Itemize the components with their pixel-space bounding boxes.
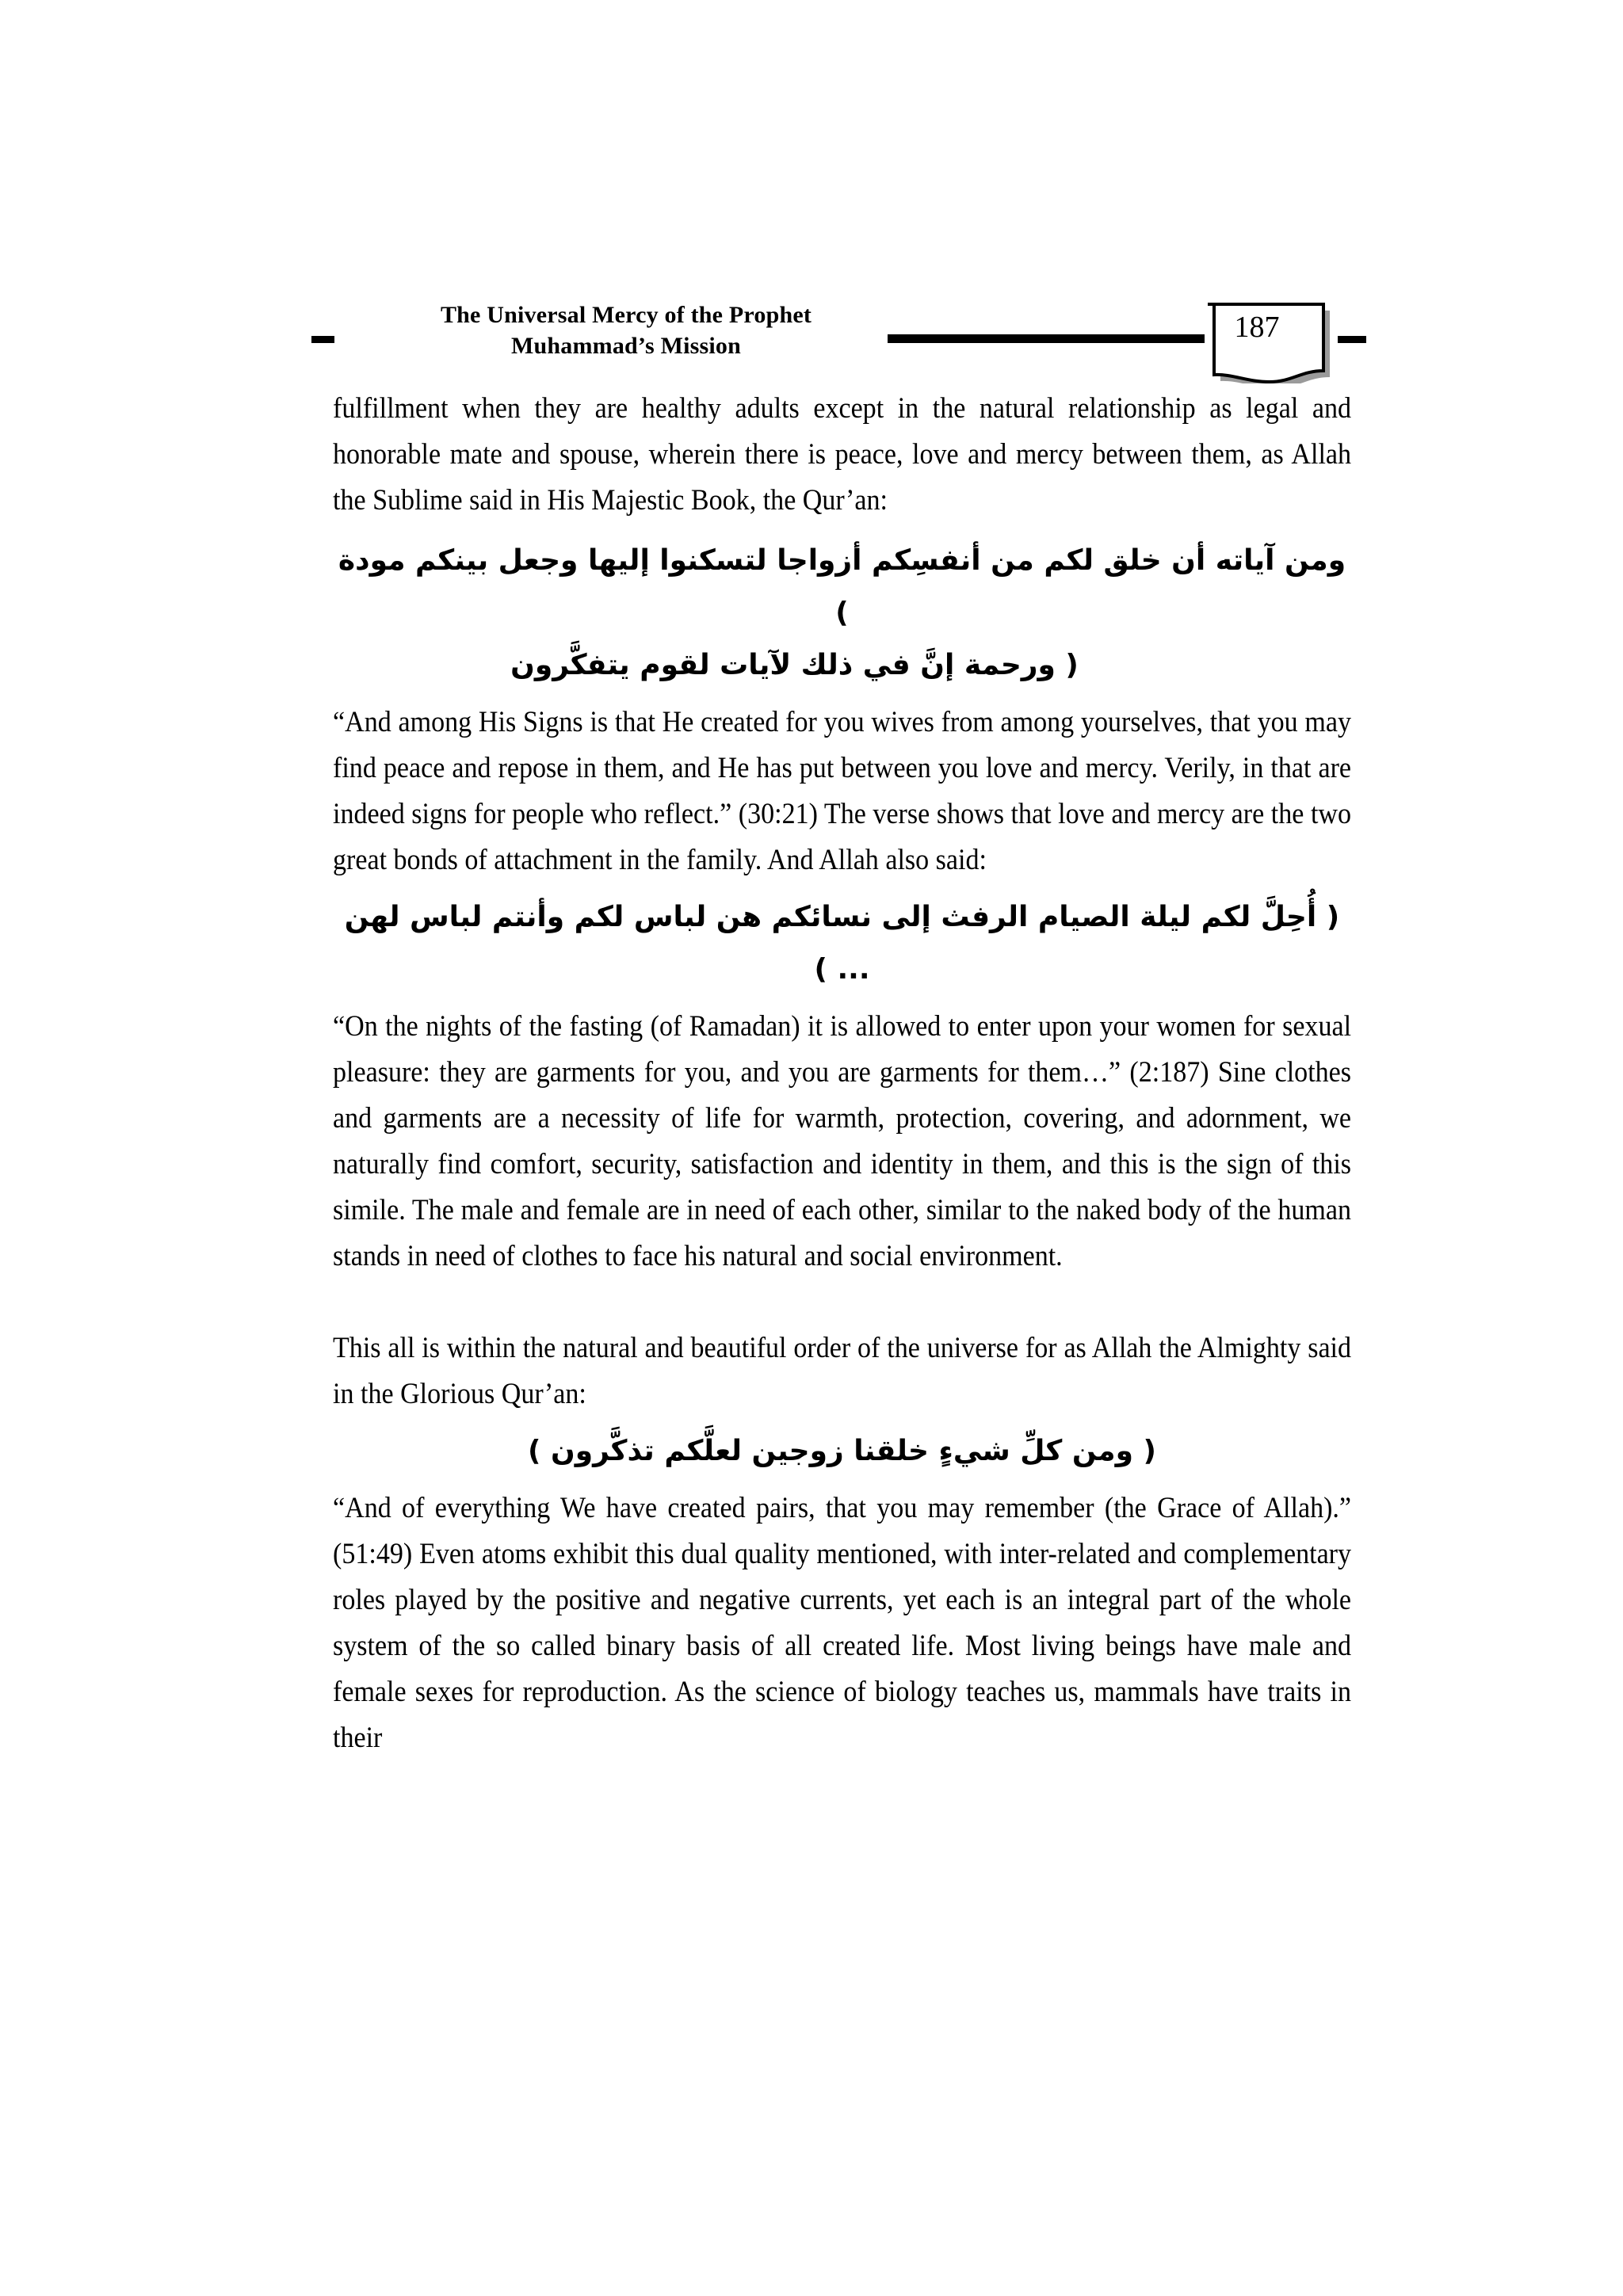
paragraph-5: “And of everything We have created pairs, that you may remember (the Grace of Allah).” (51:49) Even atoms exhibit this dual quality mentioned, with inter-related and complementary roles played by the positive and negative currents, yet each is an integral part of the whole system of the so called binary basis of all created life. Most living beings have male and female sexes for reproduction. As the science of biology teaches us, mammals have traits in their xyxy=(333,1492,1352,1754)
spacer xyxy=(333,692,1351,700)
spacer xyxy=(333,524,1351,532)
paragraph-3: “On the nights of the fasting (of Ramadan) it is allowed to enter upon your women for sexual pleasure: they are garments for you, and you are garments for them…” (2:187) Sine clothes and garments are a necessity of life for warmth, protection, covering, and adornment, we naturally find comfort, security, satisfaction and identity in them, and this is the sign of this simile. The male and female are in need of each other, similar to the naked body of the human stands in need of clothes to face his natural and social environment. xyxy=(333,1010,1352,1272)
paragraph-4: This all is within the natural and beautiful order of the universe for as Allah the Almighty said in the Glorious Qur’an: xyxy=(333,1332,1352,1410)
header-rule xyxy=(888,334,1205,343)
quran-verse-2-187: ( أُحِلَّ لكم ليلة الصيام الرفث إلى نسائكم هن لباس لكم وأنتم لباس لهن ... ) xyxy=(344,901,1340,986)
spacer xyxy=(333,883,1351,891)
running-header xyxy=(333,299,1347,385)
page-number-plate xyxy=(1197,295,1339,383)
spacer xyxy=(333,1478,1351,1486)
page-number: 187 xyxy=(1234,311,1280,344)
header-title xyxy=(372,299,880,361)
quran-verse-30-21-line-2: ( ورحمة إنَّ في ذلك لآيات لقوم يتفكَّرون xyxy=(510,649,1079,681)
spacer xyxy=(333,1280,1351,1325)
quran-verse-51-49: ( ومن كلِّ شيءٍ خلقنا زوجين لعلَّكم تذكَّرون ) xyxy=(528,1435,1156,1467)
quran-verse-30-21 xyxy=(333,532,1351,692)
header-title-line-2: Muhammad’s Mission xyxy=(510,333,742,359)
quran-verse-30-21-line-1: ومن آياته أن خلق لكم من أنفسِكم أزواجا لتسكنوا إليها وجعل بينكم مودة ) xyxy=(338,544,1346,629)
paragraph-2: “And among His Signs is that He created for you wives from among yourselves, that you may find peace and repose in them, and He has put between you love and mercy. Verily, in that are indeed signs for people who reflect.” (30:21) The verse shows that love and mercy are the two great bonds of attachment in the family. And Allah also said: xyxy=(333,706,1352,876)
spacer xyxy=(333,1417,1351,1425)
header-title-line-1: The Universal Mercy of the Prophet xyxy=(440,302,812,328)
header-dash-left-icon xyxy=(311,336,334,343)
page-content xyxy=(333,386,1351,1761)
paragraph-1: fulfillment when they are healthy adults except in the natural relationship as legal and honorable mate and spouse, wherein there is peace, love and mercy between them, as Allah the Sublime said in His Majestic Book, the Qur’an: xyxy=(333,392,1352,517)
spacer xyxy=(333,996,1351,1004)
header-dash-right-icon xyxy=(1338,336,1366,343)
